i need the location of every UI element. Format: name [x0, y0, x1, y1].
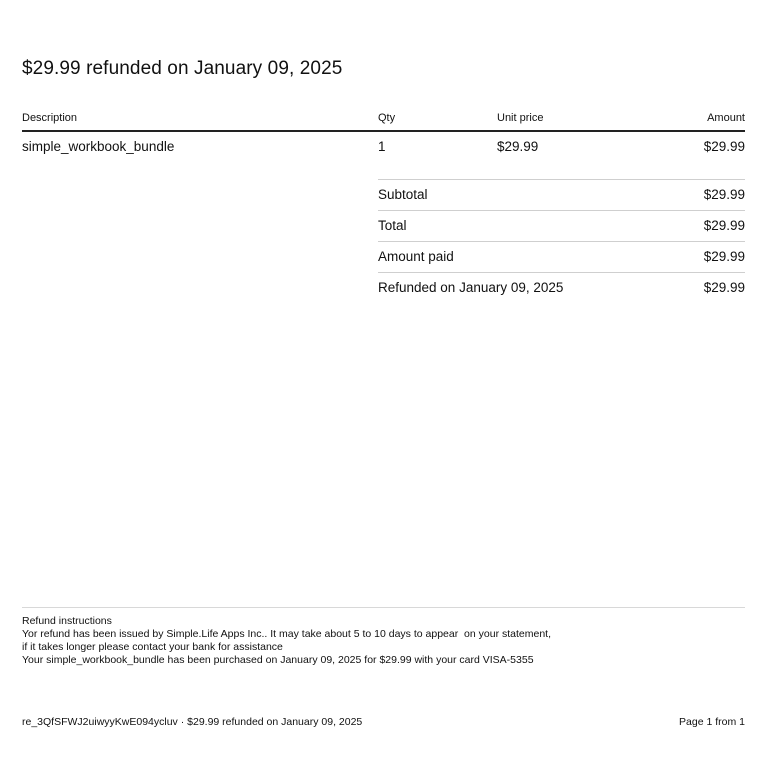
subtotal-row: [378, 179, 745, 210]
refund-instructions-line: if it takes longer please contact your bank for assistance: [22, 641, 283, 653]
page-number: Page 1 from 1: [679, 716, 745, 728]
page-title: $29.99 refunded on January 09, 2025: [22, 58, 343, 79]
table-row: [22, 132, 745, 162]
item-amount: $29.99: [703, 139, 745, 154]
refund-instructions-line: Your simple_workbook_bundle has been purchased on January 09, 2025 for $29.99 with your card VISA-5355: [22, 654, 534, 666]
refunded-value: $29.99: [703, 280, 745, 295]
total-row: [378, 210, 745, 241]
subtotal-value: $29.99: [703, 187, 745, 202]
line-items-table: [22, 110, 745, 162]
refunded-label: Refunded on January 09, 2025: [378, 280, 564, 295]
total-label: Total: [378, 218, 407, 233]
amount-paid-value: $29.99: [703, 249, 745, 264]
footer-reference: re_3QfSFWJ2uiwyyKwE094ycluv · $29.99 refunded on January 09, 2025: [22, 716, 363, 728]
refund-instructions: [22, 607, 745, 667]
refund-instructions-heading: Refund instructions: [22, 615, 112, 627]
amount-paid-row: [378, 241, 745, 272]
item-qty: 1: [378, 139, 386, 154]
totals-section: [378, 179, 745, 303]
refunded-row: [378, 272, 745, 303]
column-header-amount: Amount: [707, 112, 745, 124]
total-value: $29.99: [703, 218, 745, 233]
subtotal-label: Subtotal: [378, 187, 428, 202]
table-header: [22, 110, 745, 132]
column-header-unit-price: Unit price: [497, 112, 544, 124]
item-unit-price: $29.99: [497, 139, 539, 154]
column-header-description: Description: [22, 112, 78, 124]
refund-instructions-line: Yor refund has been issued by Simple.Life Apps Inc.. It may take about 5 to 10 days to appear on your statement,: [22, 628, 552, 640]
column-header-qty: Qty: [378, 112, 396, 124]
item-description: simple_workbook_bundle: [22, 139, 175, 154]
amount-paid-label: Amount paid: [378, 249, 454, 264]
